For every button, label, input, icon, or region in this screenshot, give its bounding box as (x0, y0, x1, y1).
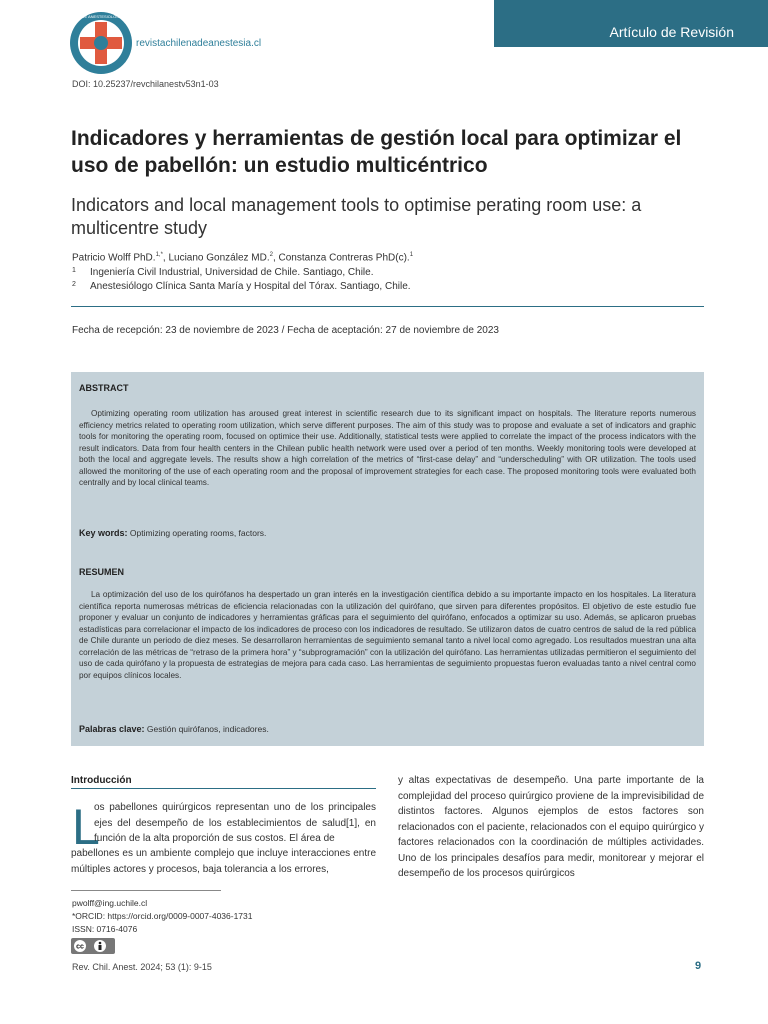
intro-divider (71, 788, 376, 789)
title-english: Indicators and local management tools to optimise perating room use: a multicentre study (71, 195, 642, 238)
cc-icon-lettering: cc (76, 943, 84, 951)
author-list (72, 252, 413, 263)
doi: DOI: 10.25237/revchilanestv53n1-03 (72, 79, 219, 89)
palabras-clave-label: Palabras clave: (79, 724, 145, 734)
title-spanish: Indicadores y herramientas de gestión local para optimizar el uso de pabellón: un estudio multicéntrico (71, 127, 682, 177)
abstract-text: Optimizing operating room utilization has aroused great interest in scientific research due to its significant impact on hospitals. The literature reports numerous efficiency metrics related to operating room utilization, which serve different purposes. The aim of this study was to propose and evaluate a set of indicators and graphic tools for monitoring the operating room, focused on optimice their use. Additionally, statistical tests were applied to correlate the impact of the process indicators with the result indicators. Data from four health centers in the Chilean public health network were used over a period of ten months. Weekly monitoring tools were developed at both the local and aggregate levels. The results show a high correlation of the metrics of “first-case delay” and “underscheduling” with OR utilization. The tools used allowed the monitoring of the use of each operating room and the proposal of improvement strategies for each case. The proposed monitoring tools were evaluated both centrally and by local clinical teams. (79, 409, 696, 487)
society-logo (59, 10, 143, 76)
logo-lettering: SOCIEDAD DE ANESTESIOLOGÍA DE CHILE (59, 14, 143, 19)
affiliation-1 (72, 267, 373, 278)
author-3: , Constanza Contreras PhD(c). (272, 252, 410, 264)
affiliation-text: Ingeniería Civil Industrial, Universidad de Chile. Santiago, Chile. (90, 267, 374, 278)
affiliation-text: Anestesiólogo Clínica Santa María y Hospital del Tórax. Santiago, Chile. (90, 281, 411, 292)
author-1-sup: 1,* (155, 252, 163, 258)
header-divider (71, 306, 704, 307)
intro-column-2: y altas expectativas de desempeño. Una parte importante de la complejidad del proceso quirúrgico proviene de la imprevisibilidad de distintos factores. Algunos ejemplos de estos factores son relacionados con el paciente, relacionados con el equipo quirúrgico y factores relacionados con la coordinación de múltiples actividades. Uno de los principales desafíos para medir, monitorear y mejorar el desempeño de los procesos quirúrgicos (398, 775, 704, 879)
article-type-banner (494, 0, 768, 47)
page-number: 9 (695, 960, 702, 972)
keywords-label: Key words: (79, 528, 128, 538)
corresponding-email[interactable]: pwolff@ing.uchile.cl (72, 898, 148, 908)
palabras-clave-value: Gestión quirófanos, indicadores. (146, 724, 269, 734)
site-url[interactable]: revistachilenadeanestesia.cl (136, 38, 262, 49)
abstract-heading: ABSTRACT (79, 383, 129, 393)
resumen-keywords (79, 724, 269, 734)
resumen-text: La optimización del uso de los quirófanos ha despertado un gran interés en la investigación científica debido a su importante impacto en los hospitales. La literatura científica reporta numerosas métricas de eficiencia relacionadas con la utilización del quirófano, que sirven para diferentes propósitos. El objetivo de este estudio fue proponer y evaluar un conjunto de indicadores y herramientas gráficas para el seguimiento del quirófano, enfocados a optimizar su uso. Además, se aplicaron pruebas estadísticas para correlacionar el impacto de los indicadores de proceso con los indicadores de resultado. Se utilizaron datos de cuatro centros de salud de la red pública de Chile durante un periodo de diez meses. Se desarrollaron herramientas de seguimiento semanal tanto a nivel local como agregado. Los resultados muestran una alta correlación de las métricas de “retraso de la primera hora” y “subprogramación” con la utilización del quirófano. Las herramientas utilizadas permitieron el seguimiento del uso de cada quirófano y la propuesta de estrategias de mejora para cada caso. Las herramientas de seguimiento propuestas fueron evaluadas tanto a nivel central como por equipos clínicos locales. (79, 590, 696, 680)
submission-dates: Fecha de recepción: 23 de noviembre de 2023 / Fecha de aceptación: 27 de noviembre de 2023 (72, 325, 499, 336)
intro-heading: Introducción (71, 775, 132, 786)
author-2: , Luciano González MD. (162, 252, 270, 264)
keywords-value: Optimizing operating rooms, factors. (129, 528, 267, 538)
affiliation-number: 1 (72, 267, 76, 274)
drop-cap: L (72, 799, 100, 855)
intro-paragraph-rest: pabellones es un ambiente complejo que incluye interacciones entre múltiples actores y procesos, baja tolerancia a los errores, (71, 848, 376, 875)
author-3-sup: 1 (409, 252, 414, 258)
footnote-divider (71, 890, 221, 891)
journal-reference: Rev. Chil. Anest. 2024; 53 (1): 9-15 (72, 962, 212, 972)
creative-commons-icon (71, 938, 115, 954)
affiliation-number: 2 (72, 281, 76, 288)
issn: ISSN: 0716-4076 (72, 924, 138, 934)
affiliation-2 (72, 281, 411, 292)
author-1: Patricio Wolff PhD. (72, 252, 156, 264)
author-2-sup: 2 (269, 252, 273, 258)
resumen-heading: RESUMEN (79, 567, 125, 577)
article-type-label: Artículo de Revisión (609, 24, 734, 40)
abstract-keywords (79, 528, 266, 538)
abstract-box (71, 372, 704, 746)
orcid[interactable]: *ORCID: https://orcid.org/0009-0007-4036-1731 (72, 911, 253, 921)
intro-paragraph-start: os pabellones quirúrgicos representan uno de los principales ejes del desempeño de los establecimientos de salud[1], en función de la alta proporción de sus costos. El área de (94, 802, 376, 844)
